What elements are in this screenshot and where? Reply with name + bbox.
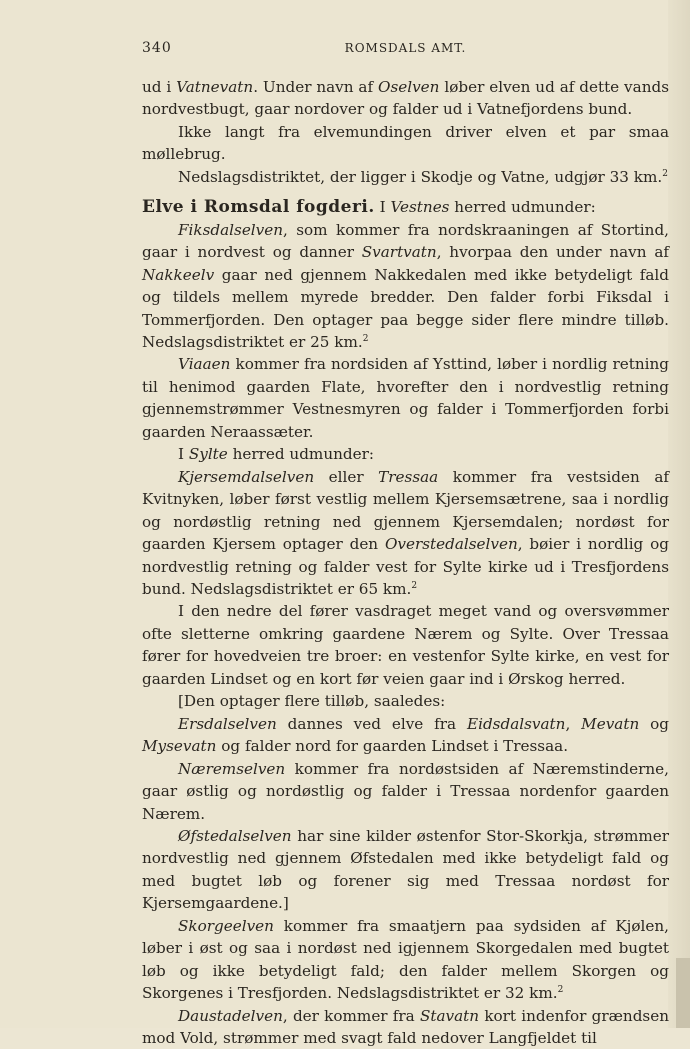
paragraph-3: Nedslagsdistriktet, der ligger i Skodje og Vatne, udgjør 33 km.$^2$ <box>178 167 668 186</box>
paragraph-kjersemdalselven: Kjersemdalselven eller Tressaa kommer fra vestsiden af Kvitnyken, løber først vestlig mellem Kjersemsætrene, saa i nordlig og nordøstlig retning ned gjennem Kjersemdalen; nordøst for gaarden Kjersem optager den Overstedalselven, bøier i nordlig og nordvestlig retning og falder vest for Sylte kirke ud i Tresfjordens bund. Nedslagsdistriktet er 65 km.$^2$ <box>142 467 669 598</box>
running-title: ROMSDALS AMT. <box>344 41 467 55</box>
paragraph-1: ud i Vatnevatn. Under navn af Oselven løber elven ud af dette vands nordvestbugt, gaar nordover og falder ud i Vatnefjordens bund. <box>142 78 669 119</box>
body-text <box>142 76 669 1049</box>
paragraph-skorgeelven: Skorgeelven kommer fra smaatjern paa sydsiden af Kjølen, løber i øst og saa i nordøst ned igjennem Skorgedalen med bugtet løb og ikke betydeligt fald; den falder mellem Skorgen og Skorgenes i Tresfjorden. Nedslagsdistriktet er 32 km.$^2$ <box>142 916 669 1003</box>
section-heading: Elve i Romsdal fogderi. <box>142 197 375 218</box>
paragraph-sylte: I Sylte herred udmunder: <box>178 445 374 464</box>
page-corner-fold <box>676 958 690 1028</box>
paragraph-viaaen: Viaaen kommer fra nordsiden af Ysttind, løber i nordlig retning til henimod gaarden Flate, hvorefter den i nordvestlig retning gjennemstrømmer Vestnesmyren og falder i Tommerfjorden forbi gaarden Neraassæter. <box>142 355 669 441</box>
paragraph-ofstedalselven: Øfstedalselven har sine kilder østenfor Stor-Skorkja, strømmer nordvestlig ned gjennem Øfstedalen med ikke betydeligt fald og med bugtet løb og forener sig med Tressaa nordøst for Kjersemgaardene.] <box>142 826 669 913</box>
paragraph-nedre-del: I den nedre del fører vasdraget meget vand og oversvømmer ofte sletterne omkring gaardene Nærem og Sylte. Over Tressaa fører for hovedveien tre broer: en vestenfor Sylte kirke, en vest for gaarden Lindset og en kort før veien gaar ind i Ørskog herred. <box>142 602 669 688</box>
page-edge-shadow <box>668 0 690 1028</box>
paragraph-2: Ikke langt fra elvemundingen driver elven et par smaa møllebrug. <box>142 122 669 164</box>
paragraph-tillob: [Den optager flere tilløb, saaledes: <box>178 692 446 711</box>
page-number: 340 <box>142 40 172 56</box>
paragraph-ersdalselven: Ersdalselven dannes ved elve fra Eidsdalsvatn, Mevatn og Mysevatn og falder nord for gaarden Lindset i Tressaa. <box>142 714 669 756</box>
paragraph-daustadelven: Daustadelven, der kommer fra Stavatn kort indenfor grændsen mod Vold, strømmer med svagt fald nedover Langfjeldet til <box>142 1006 669 1048</box>
paragraph-naeremselven: Næremselven kommer fra nordøstsiden af Næremstinderne, gaar østlig og nordøstlig og falder i Tressaa nordenfor gaarden Nærem. <box>142 759 669 823</box>
paragraph-fiksdalselven: Fiksdalselven, som kommer fra nordskraaningen af Stortind, gaar i nordvest og danner Svartvatn, hvorpaa den under navn af Nakkeelv gaar ned gjennem Nakkedalen med ikke betydeligt fald og tildels mellem myrede bredder. Den falder forbi Fiksdal i Tommerfjorden. Den optager paa begge sider flere mindre tilløb. Nedslagsdistriktet er 25 km.$^2$ <box>142 220 669 351</box>
section-heading-paragraph: Elve i Romsdal fogderi. I Vestnes herred udmunder: <box>142 197 596 218</box>
page-header <box>142 40 669 60</box>
